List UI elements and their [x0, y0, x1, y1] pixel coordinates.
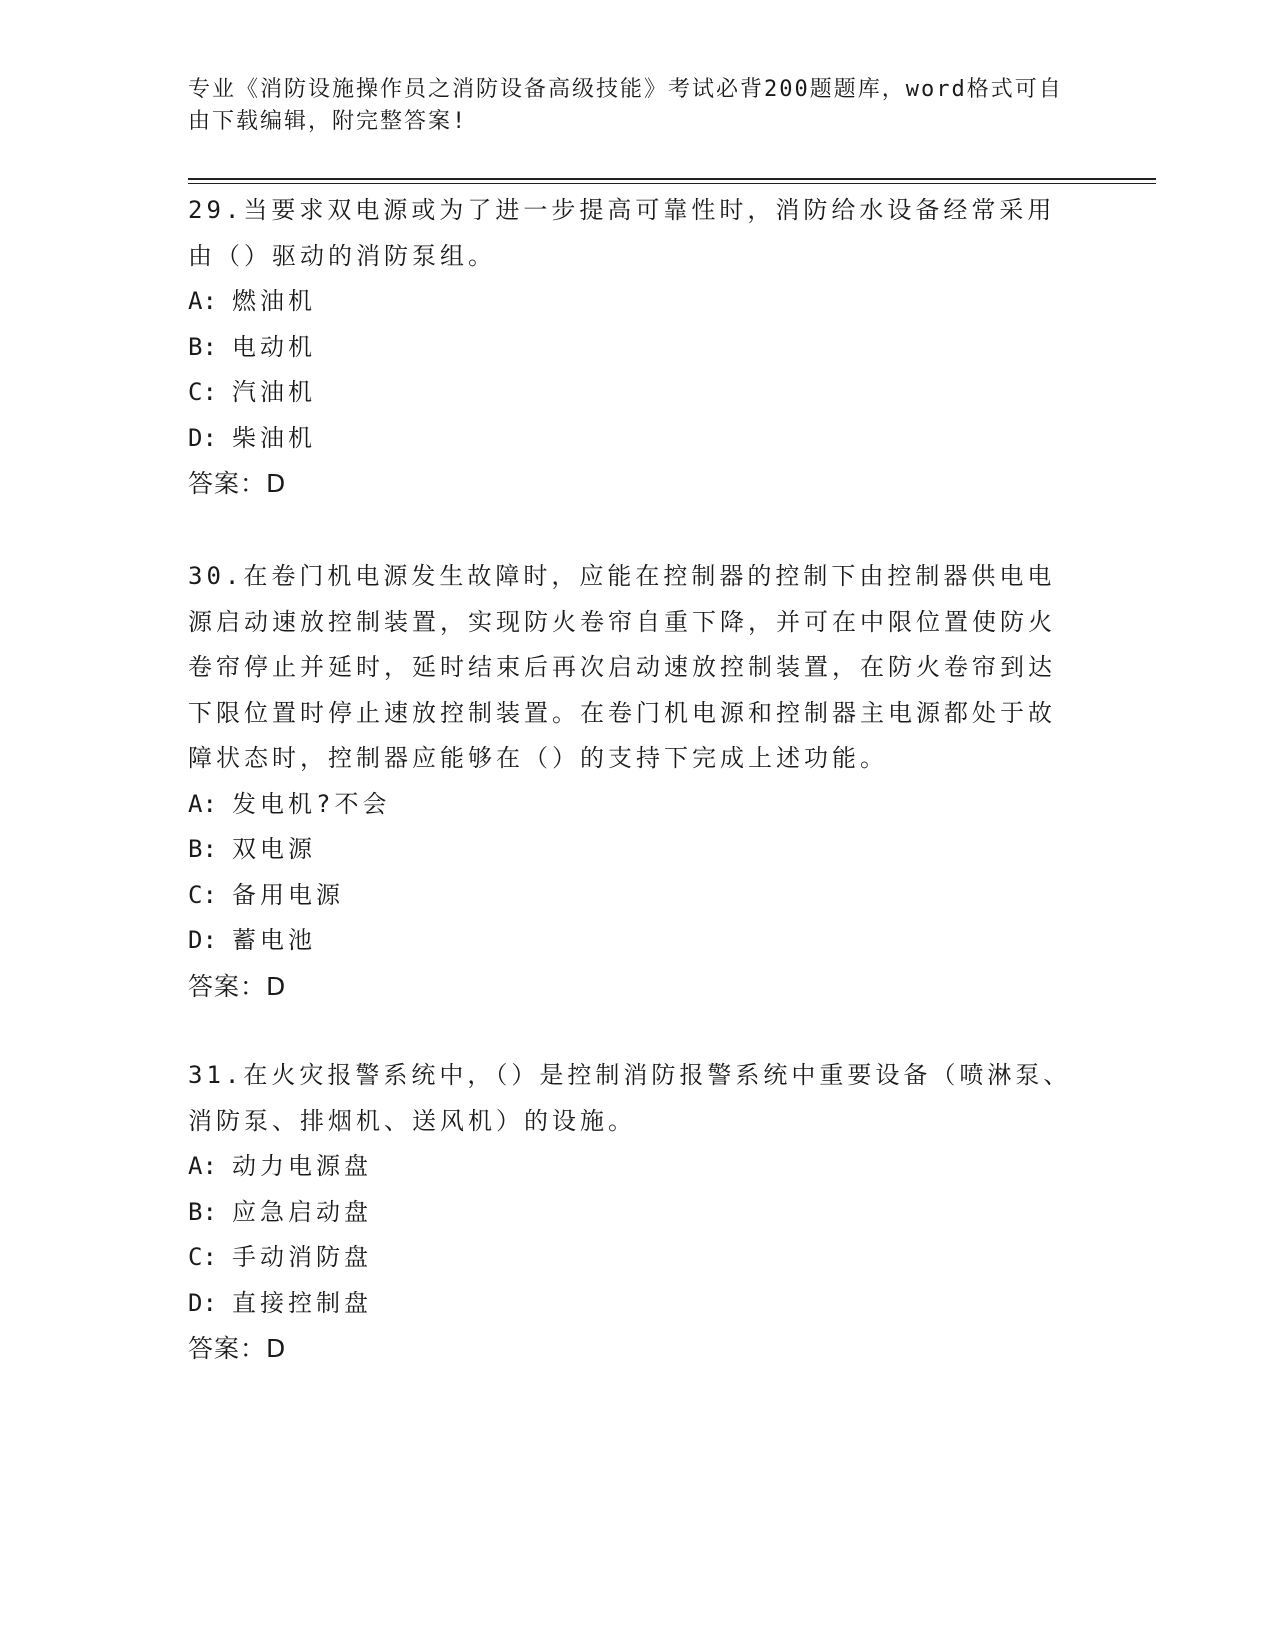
- option-d: [188, 918, 1078, 964]
- option-letter: A:: [188, 1152, 217, 1180]
- option-text: 发电机?不会: [232, 789, 391, 818]
- option-letter: C:: [188, 378, 217, 406]
- option-text: 电动机: [232, 332, 316, 361]
- option-letter: A:: [188, 287, 217, 315]
- answer-line: 答案：D: [188, 1334, 287, 1363]
- option-c: [188, 1235, 1078, 1281]
- option-b: [188, 325, 1078, 371]
- option-letter: B:: [188, 835, 217, 863]
- question-stem: 30.在卷门机电源发生故障时，应能在控制器的控制下由控制器供电电源启动速放控制装置，实现防火卷帘自重下降，并可在中限位置使防火卷帘停止并延时，延时结束后再次启动速放控制装置，在防火卷帘到达下限位置时停止速放控制装置。在卷门机电源和控制器主电源都处于故障状态时，控制器应能够在（）的支持下完成上述功能。: [188, 562, 1056, 772]
- header-divider-thin: [188, 183, 1156, 184]
- answer-line: 答案：D: [188, 469, 287, 498]
- option-text: 汽油机: [232, 378, 316, 406]
- question-31: [188, 1053, 1078, 1372]
- question-stem: 31.在火灾报警系统中，（）是控制消防报警系统中重要设备（喷淋泵、消防泵、排烟机、送风机）的设施。: [188, 1061, 1072, 1135]
- option-letter: D:: [188, 926, 217, 954]
- option-letter: D:: [188, 1288, 217, 1317]
- question-stem: 29.当要求双电源或为了进一步提高可靠性时，消防给水设备经常采用由（）驱动的消防泵组。: [188, 196, 1056, 270]
- option-text: 双电源: [232, 835, 316, 863]
- option-text: 燃油机: [232, 287, 316, 315]
- option-letter: D:: [188, 423, 217, 452]
- option-a: [188, 279, 1078, 325]
- option-letter: C:: [188, 880, 217, 909]
- option-letter: B:: [188, 332, 217, 361]
- option-text: 柴油机: [232, 423, 316, 452]
- option-a: [188, 1144, 1078, 1190]
- option-b: [188, 1190, 1078, 1236]
- question-29: [188, 188, 1078, 507]
- option-text: 应急启动盘: [232, 1197, 372, 1226]
- option-d: [188, 1281, 1078, 1327]
- option-text: 备用电源: [232, 880, 344, 909]
- option-text: 手动消防盘: [232, 1243, 372, 1271]
- option-letter: B:: [188, 1197, 217, 1226]
- option-text: 蓄电池: [232, 926, 316, 954]
- option-a: [188, 782, 1078, 828]
- header-divider-thick: [188, 178, 1156, 180]
- option-text: 直接控制盘: [232, 1288, 372, 1317]
- option-c: [188, 873, 1078, 919]
- document-header: 专业《消防设施操作员之消防设备高级技能》考试必背200题题库，word格式可自由下载编辑，附完整答案!: [188, 77, 1063, 134]
- question-30: [188, 554, 1078, 1009]
- option-c: [188, 370, 1078, 416]
- option-d: [188, 416, 1078, 462]
- answer-line: 答案：D: [188, 971, 287, 1001]
- option-text: 动力电源盘: [232, 1152, 372, 1180]
- option-letter: A:: [188, 789, 217, 818]
- option-b: [188, 827, 1078, 873]
- option-letter: C:: [188, 1243, 217, 1271]
